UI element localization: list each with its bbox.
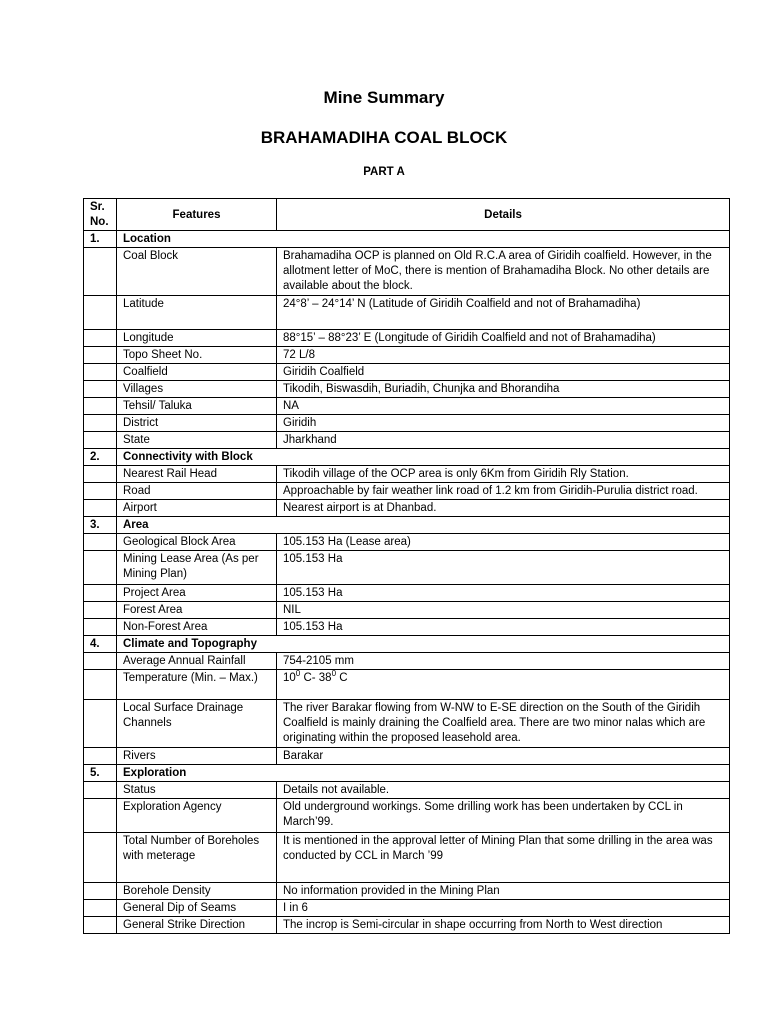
temp-max: 38 [318, 672, 332, 684]
section-row [84, 449, 730, 466]
feature-cell: Total Number of Boreholes with meterage [117, 833, 277, 883]
detail-cell: Nearest airport is at Dhanbad. [277, 500, 730, 517]
table-row [84, 381, 730, 398]
empty-cell [84, 700, 117, 748]
table-row [84, 748, 730, 765]
empty-cell [84, 653, 117, 670]
empty-cell [84, 799, 117, 833]
empty-cell [84, 670, 117, 700]
section-number: 2. [84, 449, 117, 466]
section-row [84, 517, 730, 534]
detail-cell: Barakar [277, 748, 730, 765]
empty-cell [84, 381, 117, 398]
table-row [84, 782, 730, 799]
detail-cell: Old underground workings. Some drilling work has been undertaken by CCL in March’99. [277, 799, 730, 833]
header-details: Details [277, 199, 730, 231]
mine-summary-table [83, 198, 730, 934]
empty-cell [84, 466, 117, 483]
detail-cell: Tikodih village of the OCP area is only 6Km from Giridih Rly Station. [277, 466, 730, 483]
feature-cell: Local Surface Drainage Channels [117, 700, 277, 748]
feature-cell: Exploration Agency [117, 799, 277, 833]
table-header-row [84, 199, 730, 231]
table-row [84, 483, 730, 500]
document-subtitle: BRAHAMADIHA COAL BLOCK [260, 128, 508, 147]
section-row [84, 231, 730, 248]
feature-cell: Coalfield [117, 364, 277, 381]
detail-cell: Brahamadiha OCP is planned on Old R.C.A area of Giridih coalfield. However, in the allotment letter of MoC, there is mention of Brahamadiha Block. No other details are available about the block. [277, 248, 730, 296]
table-row [84, 700, 730, 748]
feature-cell: Airport [117, 500, 277, 517]
table-row [84, 296, 730, 330]
empty-cell [84, 347, 117, 364]
table-row [84, 432, 730, 449]
table-row [84, 883, 730, 900]
detail-cell: Giridih Coalfield [277, 364, 730, 381]
table-row [84, 415, 730, 432]
section-number: 3. [84, 517, 117, 534]
header-features: Features [117, 199, 277, 231]
feature-cell: District [117, 415, 277, 432]
empty-cell [84, 415, 117, 432]
detail-cell: NA [277, 398, 730, 415]
empty-cell [84, 248, 117, 296]
empty-cell [84, 551, 117, 585]
empty-cell [84, 432, 117, 449]
section-title: Climate and Topography [117, 636, 730, 653]
table-row [84, 534, 730, 551]
detail-cell: No information provided in the Mining Plan [277, 883, 730, 900]
detail-cell: I in 6 [277, 900, 730, 917]
detail-cell: Details not available. [277, 782, 730, 799]
table-row [84, 347, 730, 364]
section-title: Location [117, 231, 730, 248]
empty-cell [84, 900, 117, 917]
detail-cell: The incrop is Semi-circular in shape occurring from North to West direction [277, 917, 730, 934]
table-row [84, 653, 730, 670]
table-row [84, 551, 730, 585]
part-label: PART A [363, 166, 405, 178]
section-number: 4. [84, 636, 117, 653]
feature-cell: Tehsil/ Taluka [117, 398, 277, 415]
detail-cell: The river Barakar flowing from W-NW to E-SE direction on the South of the Giridih Coalfield is mainly draining the Coalfield area. There are two minor nalas which are originating within the proposed leasehold area. [277, 700, 730, 748]
detail-cell: 72 L/8 [277, 347, 730, 364]
table-row [84, 398, 730, 415]
feature-cell: Mining Lease Area (As per Mining Plan) [117, 551, 277, 585]
table-row [84, 619, 730, 636]
empty-cell [84, 500, 117, 517]
empty-cell [84, 917, 117, 934]
feature-cell: Nearest Rail Head [117, 466, 277, 483]
detail-cell: 105.153 Ha [277, 619, 730, 636]
section-row [84, 636, 730, 653]
empty-cell [84, 483, 117, 500]
empty-cell [84, 364, 117, 381]
empty-cell [84, 782, 117, 799]
temp-max-degree: 0 [331, 669, 337, 679]
feature-cell: Borehole Density [117, 883, 277, 900]
feature-cell: Rivers [117, 748, 277, 765]
feature-cell: Longitude [117, 330, 277, 347]
section-title: Exploration [117, 765, 730, 782]
feature-cell: Latitude [117, 296, 277, 330]
feature-cell: Status [117, 782, 277, 799]
table-row [84, 466, 730, 483]
feature-cell: Topo Sheet No. [117, 347, 277, 364]
temp-min-degree: 0 [295, 669, 301, 679]
feature-cell: Road [117, 483, 277, 500]
detail-cell: 105.153 Ha [277, 551, 730, 585]
section-title: Connectivity with Block [117, 449, 730, 466]
table-row [84, 799, 730, 833]
feature-cell: General Strike Direction [117, 917, 277, 934]
feature-cell: Temperature (Min. – Max.) [117, 670, 277, 700]
table-row [84, 670, 730, 700]
detail-cell: 88°15’ – 88°23’ E (Longitude of Giridih Coalfield and not of Brahamadiha) [277, 330, 730, 347]
feature-cell: Villages [117, 381, 277, 398]
detail-cell: 24°8’ – 24°14’ N (Latitude of Giridih Coalfield and not of Brahamadiha) [277, 296, 730, 330]
feature-cell: Coal Block [117, 248, 277, 296]
empty-cell [84, 833, 117, 883]
table-row [84, 833, 730, 883]
detail-cell: 105.153 Ha (Lease area) [277, 534, 730, 551]
table-row [84, 917, 730, 934]
temp-separator: C- [300, 672, 319, 684]
table-row [84, 585, 730, 602]
detail-cell: It is mentioned in the approval letter of Mining Plan that some drilling in the area was conducted by CCL in March ’99 [277, 833, 730, 883]
table-row [84, 248, 730, 296]
feature-cell: Project Area [117, 585, 277, 602]
feature-cell: State [117, 432, 277, 449]
detail-cell [277, 670, 730, 700]
table-body [84, 231, 730, 934]
empty-cell [84, 398, 117, 415]
page-title: Mine Summary [323, 88, 445, 107]
feature-cell: Average Annual Rainfall [117, 653, 277, 670]
empty-cell [84, 883, 117, 900]
detail-cell: Tikodih, Biswasdih, Buriadih, Chunjka and Bhorandiha [277, 381, 730, 398]
table-row [84, 900, 730, 917]
empty-cell [84, 296, 117, 330]
section-title: Area [117, 517, 730, 534]
empty-cell [84, 602, 117, 619]
empty-cell [84, 585, 117, 602]
temp-unit: C [336, 672, 348, 684]
feature-cell: Geological Block Area [117, 534, 277, 551]
header-sr-no: Sr. No. [84, 199, 117, 231]
table-row [84, 602, 730, 619]
detail-cell: 105.153 Ha [277, 585, 730, 602]
temp-min: 10 [283, 672, 296, 684]
detail-cell: Approachable by fair weather link road of 1.2 km from Giridih-Purulia district road. [277, 483, 730, 500]
detail-cell: Jharkhand [277, 432, 730, 449]
table-row [84, 364, 730, 381]
empty-cell [84, 330, 117, 347]
detail-cell: NIL [277, 602, 730, 619]
detail-cell: 754-2105 mm [277, 653, 730, 670]
feature-cell: Forest Area [117, 602, 277, 619]
section-number: 5. [84, 765, 117, 782]
section-number: 1. [84, 231, 117, 248]
section-row [84, 765, 730, 782]
table-row [84, 330, 730, 347]
empty-cell [84, 619, 117, 636]
feature-cell: Non-Forest Area [117, 619, 277, 636]
empty-cell [84, 534, 117, 551]
detail-cell: Giridih [277, 415, 730, 432]
empty-cell [84, 748, 117, 765]
table-row [84, 500, 730, 517]
feature-cell: General Dip of Seams [117, 900, 277, 917]
